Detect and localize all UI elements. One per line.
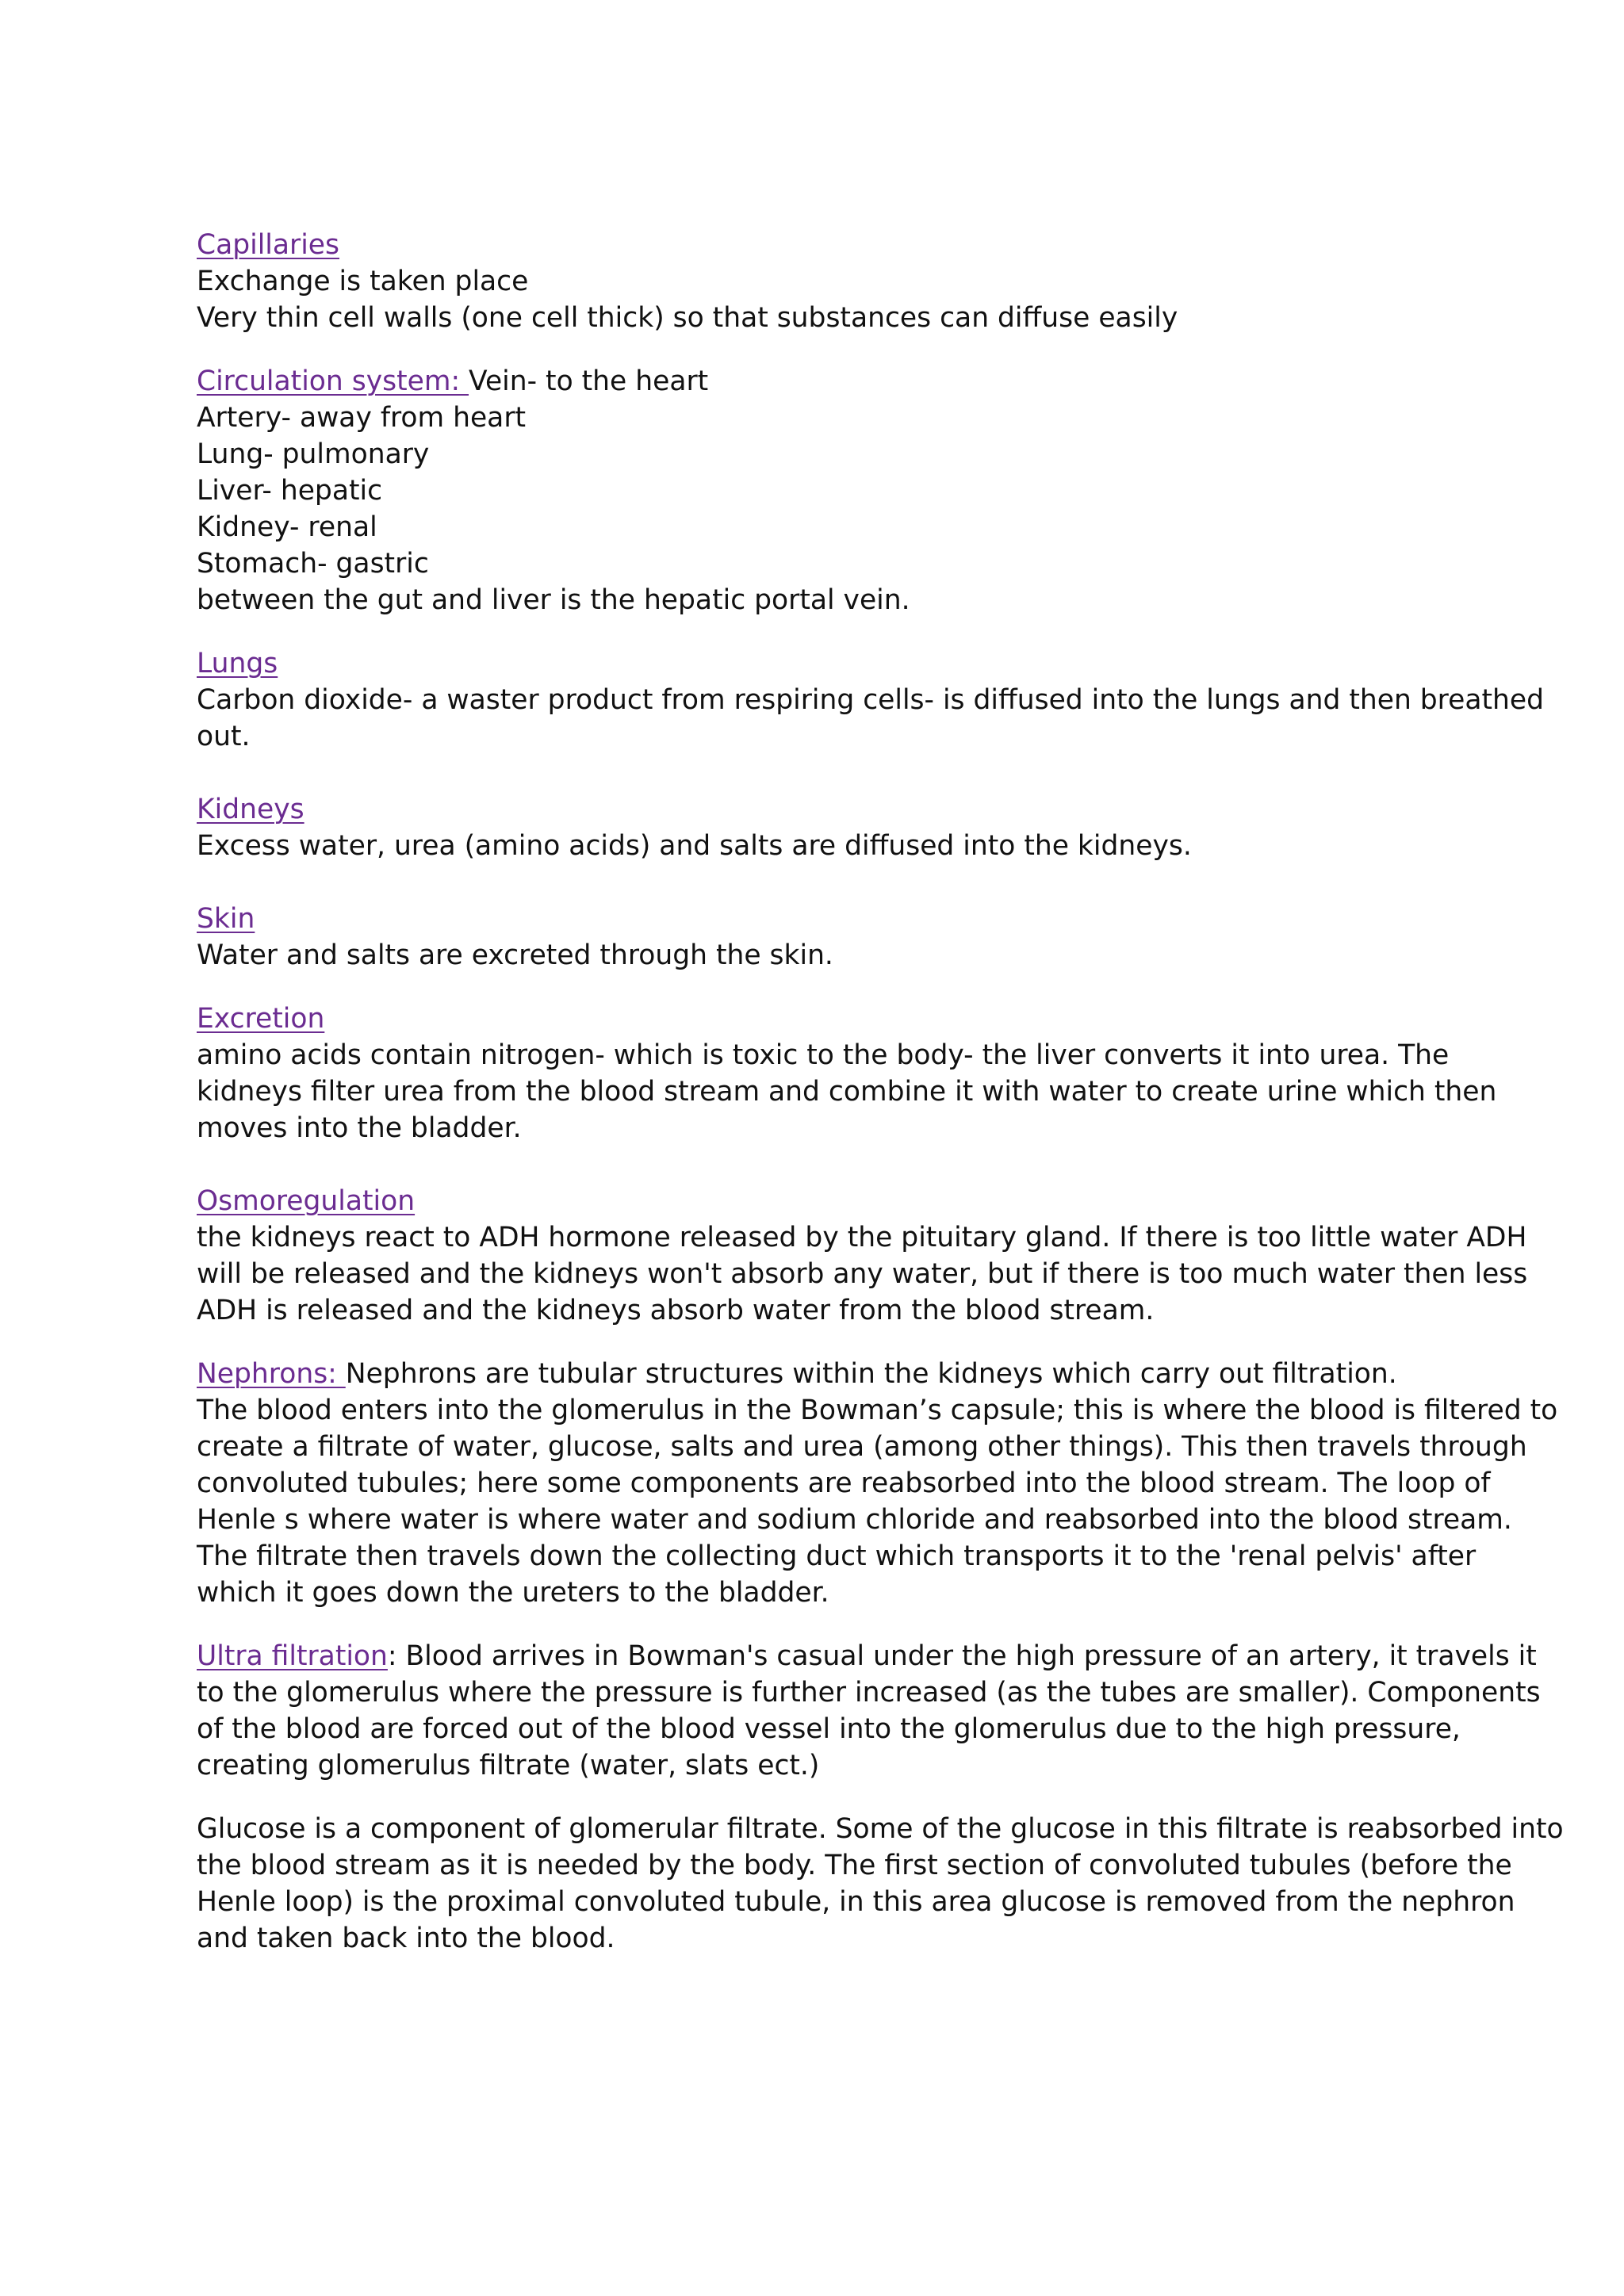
- heading-line: [197, 645, 1434, 682]
- heading-line: [197, 901, 1434, 937]
- lead-text: Nephrons are tubular structures within the kidneys which carry out filtration.: [345, 1358, 1397, 1390]
- heading-excretion: Excretion: [197, 1003, 325, 1035]
- text-line: Glucose is a component of glomerular filtrate. Some of the glucose in this filtrate is reabsorbed into: [197, 1813, 1564, 1845]
- heading-capillaries: Capillaries: [197, 229, 339, 261]
- heading-lungs: Lungs: [197, 648, 278, 679]
- text-line: Liver- hepatic: [197, 475, 383, 507]
- section-skin: [197, 901, 1434, 974]
- text-line: out.: [197, 721, 251, 752]
- lead-text: : Blood arrives in Bowman's casual under the high pressure of an artery, it travels it: [387, 1640, 1537, 1672]
- section-nephrons: [197, 1356, 1558, 1611]
- heading-line: [197, 791, 1434, 828]
- section-lungs: [197, 645, 1544, 755]
- text-line: the blood stream as it is needed by the body. The first section of convoluted tubules (before the: [197, 1850, 1512, 1881]
- text-line: which it goes down the ureters to the bladder.: [197, 1577, 829, 1609]
- section-ultra-filtration: [197, 1638, 1541, 1784]
- text-line: between the gut and liver is the hepatic portal vein.: [197, 584, 910, 616]
- text-line: and taken back into the blood.: [197, 1923, 615, 1954]
- section-circulation: [197, 363, 1434, 618]
- heading-line: [197, 363, 1434, 400]
- section-kidneys: [197, 791, 1434, 864]
- text-line: Exchange is taken place: [197, 266, 529, 297]
- text-line: of the blood are forced out of the blood vessel into the glomerulus due to the high pressure,: [197, 1713, 1461, 1745]
- heading-nephrons: Nephrons:: [197, 1358, 346, 1390]
- text-line: creating glomerulus filtrate (water, slats ect.): [197, 1750, 820, 1781]
- text-line: convoluted tubules; here some components are reabsorbed into the blood stream. The loop of: [197, 1468, 1491, 1499]
- section-glucose: [197, 1811, 1564, 1957]
- section-capillaries: [197, 227, 1434, 336]
- text-line: The blood enters into the glomerulus in the Bowman’s capsule; this is where the blood is filtered to: [197, 1395, 1558, 1426]
- text-line: the kidneys react to ADH hormone released by the pituitary gland. If there is too little water ADH: [197, 1222, 1527, 1253]
- heading-line: [197, 1001, 1434, 1037]
- text-line: Artery- away from heart: [197, 402, 527, 434]
- text-line: kidneys filter urea from the blood stream and combine it with water to create urine which then: [197, 1076, 1497, 1108]
- text-line: create a filtrate of water, glucose, salts and urea (among other things). This then travels through: [197, 1431, 1527, 1463]
- section-excretion: [197, 1001, 1497, 1146]
- text-line: Henle s where water is where water and sodium chloride and reabsorbed into the blood stream.: [197, 1504, 1512, 1536]
- heading-osmoregulation: Osmoregulation: [197, 1185, 416, 1217]
- text-line: Henle loop) is the proximal convoluted tubule, in this area glucose is removed from the nephron: [197, 1886, 1515, 1918]
- text-line: Kidney- renal: [197, 511, 377, 543]
- heading-kidneys: Kidneys: [197, 794, 304, 825]
- text-line: Carbon dioxide- a waster product from respiring cells- is diffused into the lungs and then breathed: [197, 684, 1544, 716]
- text-line: to the glomerulus where the pressure is further increased (as the tubes are smaller). Components: [197, 1677, 1541, 1709]
- heading-line: [197, 1638, 1537, 1674]
- text-line: Excess water, urea (amino acids) and salts are diffused into the kidneys.: [197, 830, 1192, 862]
- heading-line: [197, 1183, 1434, 1219]
- text-line: moves into the bladder.: [197, 1112, 522, 1144]
- heading-line: [197, 227, 1434, 263]
- document-page: [197, 227, 1564, 1957]
- text-line: will be released and the kidneys won't absorb any water, but if there is too much water then less: [197, 1258, 1528, 1290]
- lead-text: Vein- to the heart: [469, 365, 709, 397]
- heading-ultra-filtration: Ultra filtration: [197, 1640, 388, 1672]
- heading-circulation-system: Circulation system:: [197, 365, 469, 397]
- text-line: Lung- pulmonary: [197, 438, 430, 470]
- heading-line: [197, 1356, 1434, 1392]
- text-line: The filtrate then travels down the collecting duct which transports it to the 'renal pelvis' after: [197, 1540, 1477, 1572]
- text-line: ADH is released and the kidneys absorb water from the blood stream.: [197, 1295, 1155, 1326]
- text-line: amino acids contain nitrogen- which is toxic to the body- the liver converts it into urea. The: [197, 1039, 1450, 1071]
- text-line: Water and salts are excreted through the skin.: [197, 939, 833, 971]
- section-osmoregulation: [197, 1183, 1528, 1329]
- heading-skin: Skin: [197, 903, 255, 935]
- text-line: Stomach- gastric: [197, 548, 429, 580]
- text-line: Very thin cell walls (one cell thick) so that substances can diffuse easily: [197, 302, 1178, 334]
